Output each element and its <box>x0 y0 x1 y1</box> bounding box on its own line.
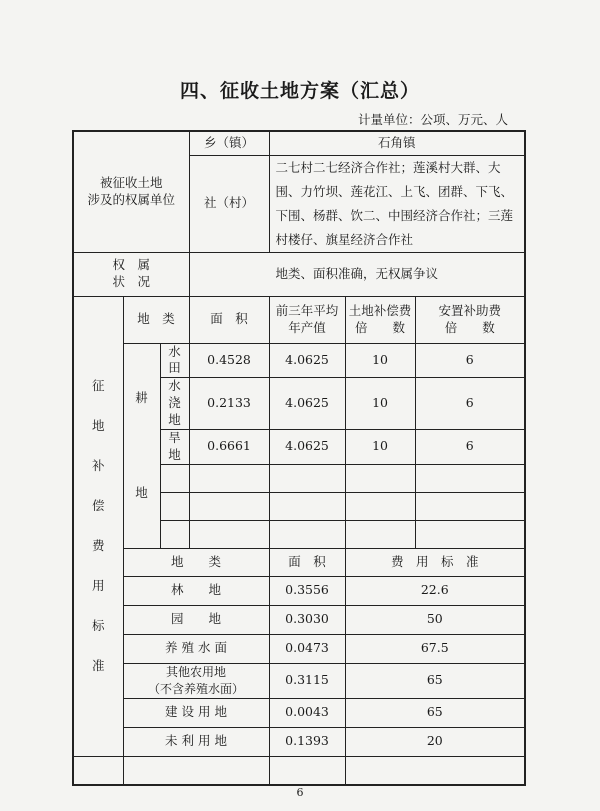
col-area: 面 积 <box>189 296 269 343</box>
table-row: 旱 地 0.6661 4.0625 10 6 <box>73 429 525 464</box>
table-row: 水浇地 0.2133 4.0625 10 6 <box>73 378 525 430</box>
land-acquisition-table <box>72 130 526 786</box>
col-other-land-type: 地 类 <box>123 548 269 576</box>
table-row: 建 设 用 地 0.0043 65 <box>73 698 525 727</box>
col-land-type: 地 类 <box>123 296 189 343</box>
table-row: 其他农用地 （不含养殖水面） 0.3115 65 <box>73 663 525 698</box>
table-row: 耕 地 水 田 0.4528 4.0625 10 6 <box>73 343 525 378</box>
township-label: 乡（镇） <box>189 131 269 155</box>
cultivated-group-label: 耕 地 <box>123 343 160 548</box>
table-row: 林 地 0.3556 22.6 <box>73 576 525 605</box>
page-title: 四、征收土地方案（汇总） <box>179 80 420 102</box>
table-row: 未 利 用 地 0.1393 20 <box>73 727 525 756</box>
measurement-unit: 计量单位：公项、万元、人 <box>357 112 508 127</box>
empty-row <box>73 756 525 785</box>
col-standard: 费 用 标 准 <box>345 548 525 576</box>
village-label: 社（村） <box>189 155 269 252</box>
ownership-label: 权 属 状 况 <box>73 252 189 296</box>
ownership-value: 地类、面积准确，无权属争议 <box>189 252 525 296</box>
col-other-area: 面 积 <box>269 548 345 576</box>
table-row: 养 殖 水 面 0.0473 67.5 <box>73 634 525 663</box>
section-label: 征 地 补 偿 费 用 标 准 <box>73 296 123 756</box>
township-value: 石角镇 <box>269 131 525 155</box>
col-resettlement: 安置补助费 倍 数 <box>415 296 525 343</box>
affected-unit-label: 被征收土地 涉及的权属单位 <box>73 131 189 252</box>
col-land-compensation: 土地补偿费 倍 数 <box>345 296 415 343</box>
village-value: 二七村二七经济合作社；莲溪村大群、大围、力竹坝、莲花江、上飞、团群、下飞、下围、杨群、饮二、中围经济合作社；三莲村楼仔、旗星经济合作社 <box>269 155 525 252</box>
page-number: 6 <box>296 786 304 799</box>
table-row: 园 地 0.3030 50 <box>73 605 525 634</box>
col-avg-output: 前三年平均 年产值 <box>269 296 345 343</box>
